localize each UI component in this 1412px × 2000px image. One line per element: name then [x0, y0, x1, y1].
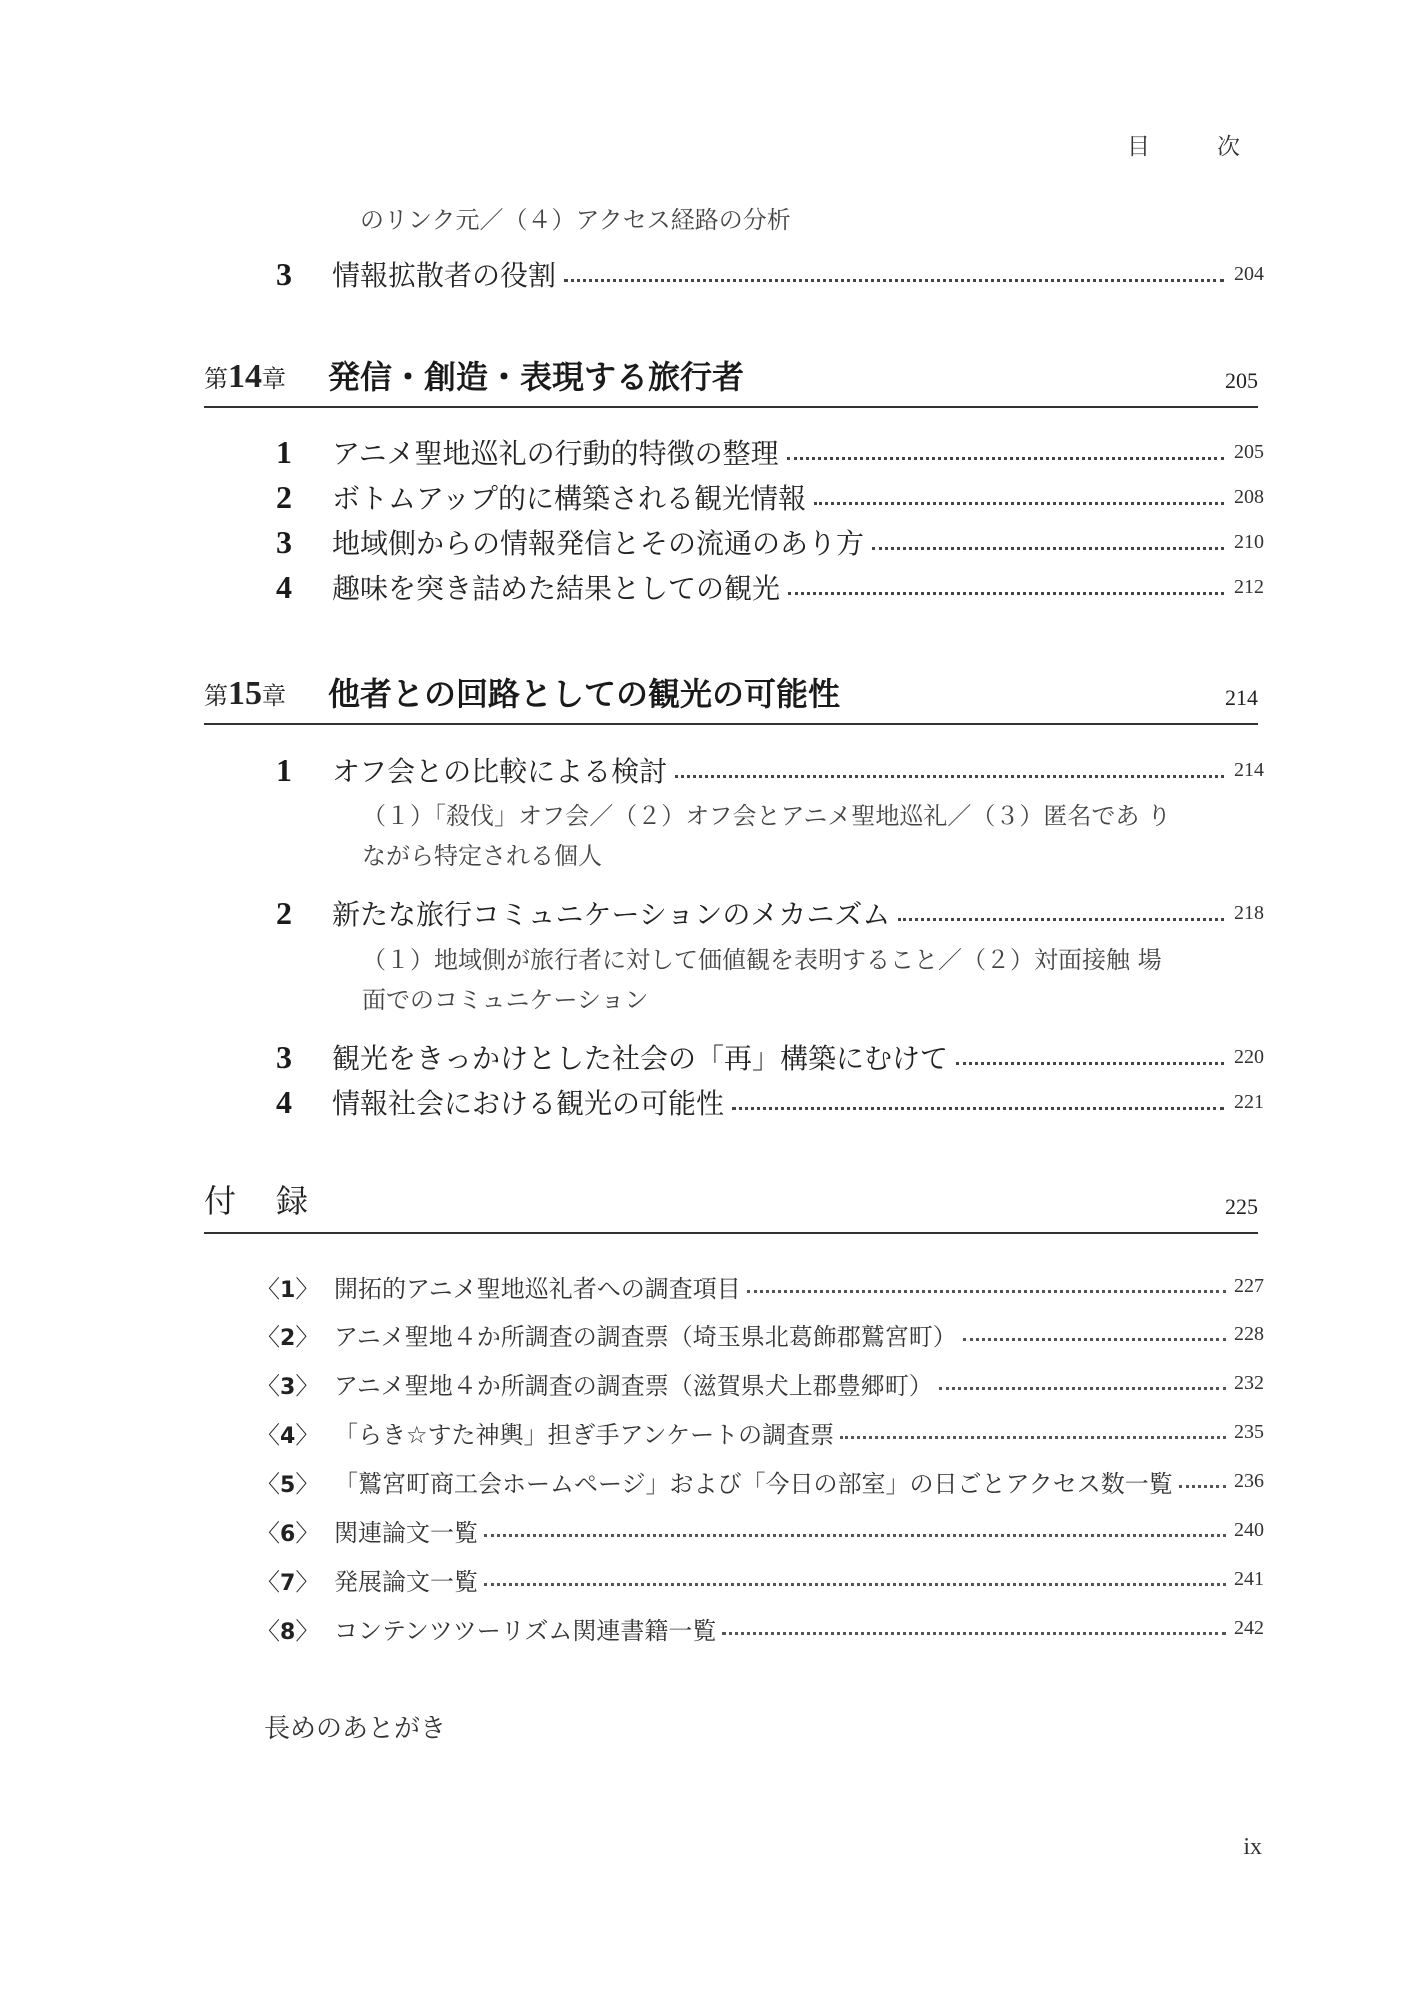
dot-leader [747, 1290, 1226, 1293]
dot-leader [484, 1583, 1226, 1586]
page-number: 214 [1234, 758, 1264, 781]
page-number: 227 [1234, 1274, 1264, 1297]
section-title: 趣味を突き詰めた結果としての観光 [332, 572, 781, 605]
section-title: 新たな旅行コミュニケーションのメカニズム [332, 898, 891, 931]
subsection-list: （１）「殺伐」オフ会／（２）オフ会とアニメ聖地巡礼／（３）匿名であ りながら特定される個人 [362, 802, 1171, 870]
page-number: 205 [1234, 440, 1264, 463]
section-number: 3 [276, 1038, 292, 1075]
dot-leader [939, 1387, 1226, 1390]
appendix-item[interactable] [256, 1510, 1264, 1550]
appendix-number: 〈1〉 [256, 1274, 320, 1303]
appendix-item-title: 開拓的アニメ聖地巡礼者への調査項目 [334, 1274, 741, 1303]
appendix-item[interactable] [256, 1266, 1264, 1306]
appendix-item[interactable] [256, 1363, 1264, 1403]
appendix-item[interactable] [256, 1314, 1264, 1354]
page-number: 228 [1234, 1322, 1264, 1345]
page-number: 204 [1234, 262, 1264, 285]
section-title: 情報社会における観光の可能性 [332, 1087, 725, 1120]
appendix-number: 〈5〉 [256, 1469, 320, 1498]
appendix-number: 〈3〉 [256, 1371, 320, 1400]
appendix-item[interactable] [256, 1412, 1264, 1452]
page-number: 240 [1234, 1518, 1264, 1541]
appendix-item[interactable] [256, 1608, 1264, 1648]
appendix-number: 〈7〉 [256, 1567, 320, 1596]
section-title: 地域側からの情報発信とその流通のあり方 [332, 527, 865, 560]
appendix-item-title: コンテンツツーリズム関連書籍一覧 [334, 1616, 717, 1645]
section-number: 3 [276, 523, 292, 560]
appendix-item-title: 「らき☆すた神輿」担ぎ手アンケートの調査票 [334, 1420, 835, 1449]
page-number: 242 [1234, 1616, 1264, 1639]
dot-leader [1179, 1485, 1226, 1488]
toc-entry[interactable] [264, 477, 1264, 517]
dot-leader [484, 1534, 1226, 1537]
dot-leader [722, 1632, 1226, 1635]
chapter-title: 発信・創造・表現する旅行者 [328, 358, 745, 396]
appendix-heading[interactable] [204, 1172, 1258, 1234]
running-head: 目 次 [1127, 134, 1262, 160]
page-folio: ix [1243, 1834, 1262, 1860]
page-number: 208 [1234, 485, 1264, 508]
toc-entry[interactable] [264, 1037, 1264, 1077]
page-number: 220 [1234, 1045, 1264, 1068]
section-number: 3 [276, 255, 292, 292]
appendix-item-title: 「鷲宮町商工会ホームページ」および「今日の部室」の日ごとアクセス数一覧 [334, 1469, 1173, 1498]
continuation-text: のリンク元／（４）アクセス経路の分析 [360, 206, 791, 234]
appendix-item-title: 関連論文一覧 [334, 1518, 478, 1547]
dot-leader [956, 1062, 1224, 1065]
dot-leader [898, 918, 1224, 921]
dot-leader [963, 1338, 1226, 1341]
chapter-page: 205 [1225, 368, 1258, 393]
chapter-page: 214 [1225, 685, 1258, 710]
page-number: 236 [1234, 1469, 1264, 1492]
page-number: 210 [1234, 530, 1264, 553]
chapter-label: 第14章 [204, 358, 286, 395]
chapter-heading[interactable] [204, 346, 1258, 408]
page-number: 221 [1234, 1090, 1264, 1113]
dot-leader [872, 547, 1224, 550]
appendix-item-title: アニメ聖地４か所調査の調査票（埼玉県北葛飾郡鷲宮町） [334, 1322, 957, 1351]
appendix-item-title: 発展論文一覧 [334, 1567, 478, 1596]
appendix-number: 〈8〉 [256, 1616, 320, 1645]
appendix-title: 付 録 [204, 1182, 313, 1220]
toc-entry[interactable] [264, 432, 1264, 472]
afterword[interactable]: 長めのあとがき [264, 1714, 447, 1744]
chapter-title: 他者との回路としての観光の可能性 [328, 675, 841, 713]
section-title: オフ会との比較による検討 [332, 755, 668, 788]
page-number: 241 [1234, 1567, 1264, 1590]
appendix-item[interactable] [256, 1559, 1264, 1599]
section-title: ボトムアップ的に構築される観光情報 [332, 482, 807, 515]
appendix-number: 〈4〉 [256, 1420, 320, 1449]
section-number: 4 [276, 568, 292, 605]
subsection-list: （１）地域側が旅行者に対して価値観を表明すること／（２）対面接触 場面でのコミュニケーション [362, 946, 1162, 1014]
chapter-label: 第15章 [204, 675, 286, 712]
toc-entry[interactable] [264, 1082, 1264, 1122]
section-number: 4 [276, 1083, 292, 1120]
page-number: 232 [1234, 1371, 1264, 1394]
chapter-heading[interactable] [204, 663, 1258, 725]
section-title: 観光をきっかけとした社会の「再」構築にむけて [332, 1042, 949, 1075]
toc-entry[interactable] [264, 522, 1264, 562]
dot-leader [814, 502, 1224, 505]
appendix-item-title: アニメ聖地４か所調査の調査票（滋賀県犬上郡豊郷町） [334, 1371, 933, 1400]
section-number: 1 [276, 751, 292, 788]
dot-leader [787, 457, 1224, 460]
page-number: 212 [1234, 575, 1264, 598]
section-title: アニメ聖地巡礼の行動的特徴の整理 [332, 437, 779, 470]
page-number: 218 [1234, 901, 1264, 924]
section-number: 2 [276, 478, 292, 515]
toc-entry[interactable] [264, 254, 1264, 294]
appendix-page: 225 [1225, 1194, 1258, 1219]
dot-leader [840, 1436, 1226, 1439]
dot-leader [675, 775, 1224, 778]
toc-entry[interactable] [264, 893, 1264, 933]
dot-leader [732, 1107, 1224, 1110]
appendix-number: 〈2〉 [256, 1322, 320, 1351]
dot-leader [564, 279, 1224, 282]
section-title: 情報拡散者の役割 [332, 259, 557, 292]
toc-entry[interactable] [264, 567, 1264, 607]
appendix-item[interactable] [256, 1461, 1264, 1501]
page-number: 235 [1234, 1420, 1264, 1443]
section-number: 2 [276, 894, 292, 931]
dot-leader [788, 592, 1224, 595]
appendix-number: 〈6〉 [256, 1518, 320, 1547]
section-number: 1 [276, 433, 292, 470]
toc-entry[interactable] [264, 750, 1264, 790]
